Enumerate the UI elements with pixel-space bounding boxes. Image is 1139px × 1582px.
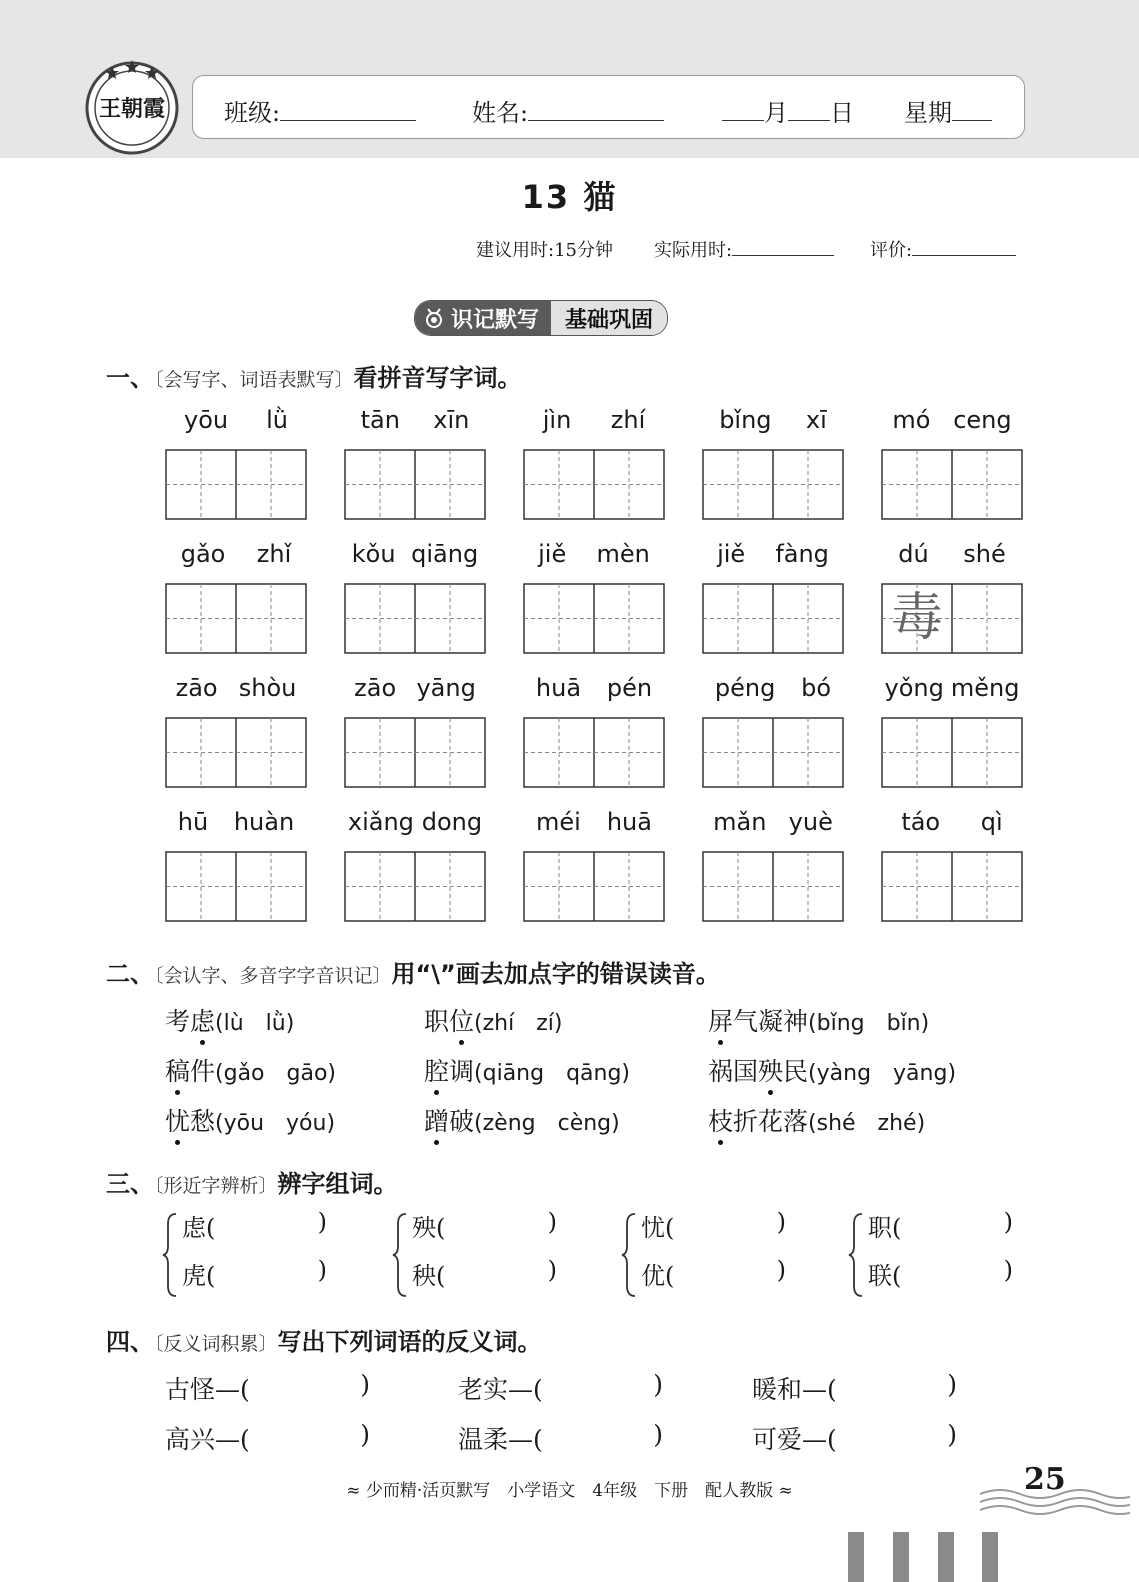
word-formation-blank[interactable]: 虎( ) (182, 1256, 327, 1290)
writing-grid[interactable] (165, 851, 307, 922)
edge-mark (938, 1532, 954, 1582)
pinyin-syllable: shé (963, 540, 1006, 568)
dotted-character: 殃 (758, 1052, 783, 1088)
dotted-character: 腔 (424, 1052, 449, 1088)
word-formation-blank[interactable]: 忧( ) (641, 1208, 786, 1242)
word-part: 民 (783, 1057, 809, 1086)
pinyin-syllable: xiǎng (347, 808, 414, 836)
name-label: 姓名: (472, 99, 529, 127)
pinyin-syllable: yuè (788, 808, 833, 836)
brand-name: 王朝霞 (98, 96, 165, 122)
weekday-field[interactable] (904, 93, 992, 128)
pronunciation-item[interactable] (165, 1102, 335, 1138)
similar-character: 虎 (182, 1262, 206, 1290)
pinyin-syllable: hū (177, 808, 209, 836)
pinyin-syllable: zhǐ (256, 540, 292, 568)
lesson-title: 13 猫 (521, 178, 618, 216)
edge-mark (893, 1532, 909, 1582)
writing-grid[interactable] (523, 717, 665, 788)
writing-grid[interactable] (702, 583, 844, 654)
pinyin-syllable: dong (421, 808, 483, 836)
source-word: 高兴 (165, 1425, 216, 1454)
word-part: 祸国 (708, 1057, 759, 1086)
section-label-left: 识记默写 (451, 307, 540, 333)
pinyin-syllable: yāng (416, 674, 476, 702)
pinyin-options: (gǎo gāo) (215, 1061, 337, 1086)
writing-grid[interactable] (523, 583, 665, 654)
pinyin-options: (bǐng bǐn) (808, 1011, 930, 1036)
pinyin-label (702, 406, 844, 434)
word-part: 考 (165, 1007, 191, 1036)
dash-bracket: —( (508, 1375, 543, 1404)
q1-heading: 一、〔会写字、词语表默写〕看拼音写字词。 (106, 364, 522, 392)
writing-grid[interactable] (344, 851, 486, 922)
pinyin-syllable: méi (536, 808, 581, 836)
pronunciation-item[interactable] (424, 1002, 562, 1038)
pinyin-syllable: xī (805, 406, 827, 434)
class-label: 班级: (224, 99, 281, 127)
word-formation-blank[interactable]: 优( ) (641, 1256, 786, 1290)
word-formation-blank[interactable]: 职( ) (868, 1208, 1013, 1242)
pinyin-label (881, 406, 1023, 434)
source-word: 暖和 (752, 1375, 803, 1404)
pinyin-syllable: yǒng (884, 674, 944, 702)
pronunciation-item[interactable] (708, 1052, 956, 1088)
pronunciation-item[interactable] (708, 1002, 929, 1038)
pinyin-syllable: qì (980, 808, 1003, 836)
pinyin-options: (zhí zí) (474, 1011, 563, 1036)
antonym-item[interactable]: 古怪—( ) (165, 1370, 370, 1404)
pinyin-syllable: mó (892, 406, 931, 434)
actual-time-label: 实际用时: (654, 240, 733, 261)
word-formation-blank[interactable]: 秧( ) (412, 1256, 557, 1290)
dotted-character: 位 (449, 1002, 474, 1038)
pinyin-options: (shé zhé) (808, 1111, 926, 1136)
similar-character: 虑 (182, 1214, 206, 1242)
writing-grid[interactable] (165, 449, 307, 520)
word-part: 愁 (190, 1107, 216, 1136)
dotted-character: 虑 (190, 1002, 215, 1038)
writing-grid[interactable] (523, 851, 665, 922)
dotted-character: 蹭 (424, 1102, 449, 1138)
pinyin-syllable: bó (801, 674, 832, 702)
name-field[interactable] (472, 93, 664, 128)
q4-heading: 四、〔反义词积累〕写出下列词语的反义词。 (106, 1328, 542, 1356)
medal-icon (423, 307, 445, 329)
pinyin-syllable: xīn (433, 406, 470, 434)
antonym-item[interactable]: 老实—( ) (458, 1370, 663, 1404)
source-word: 温柔 (458, 1425, 509, 1454)
brace-icon (848, 1212, 864, 1298)
pronunciation-item[interactable] (165, 1052, 336, 1088)
pinyin-options: (zèng cèng) (474, 1111, 620, 1136)
writing-grid[interactable] (702, 717, 844, 788)
dotted-character: 屏 (708, 1002, 733, 1038)
writing-grid[interactable] (881, 851, 1023, 922)
pinyin-options: (qiāng qāng) (474, 1061, 631, 1086)
similar-character: 殃 (412, 1214, 436, 1242)
pinyin-syllable: táo (901, 808, 941, 836)
pinyin-syllable: huā (606, 808, 652, 836)
char-pair-group (621, 1208, 791, 1298)
char-pair-group (848, 1208, 1018, 1298)
example-character: 毒 (890, 588, 943, 648)
pinyin-label (523, 674, 665, 702)
pinyin-label (165, 540, 307, 568)
pinyin-options: (yōu yóu) (215, 1111, 336, 1136)
actual-time-field[interactable] (654, 236, 834, 262)
writing-grid[interactable] (702, 851, 844, 922)
pinyin-label (344, 406, 486, 434)
brand-logo (82, 56, 182, 156)
pinyin-label (881, 674, 1023, 702)
similar-character: 忧 (641, 1214, 665, 1242)
pinyin-syllable: zhí (610, 406, 646, 434)
pinyin-syllable: gǎo (180, 540, 226, 568)
pinyin-label (881, 540, 1023, 568)
page-number: 25 (1024, 1462, 1066, 1497)
class-field[interactable] (224, 93, 416, 128)
word-part: 破 (449, 1107, 475, 1136)
suggested-time: 建议用时:15分钟 (476, 240, 613, 261)
pinyin-syllable: dú (898, 540, 929, 568)
source-word: 可爱 (752, 1425, 803, 1454)
footer-text: ≈ 少而精·活页默写 小学语文 4年级 下册 配人教版 ≈ (346, 1481, 793, 1501)
writing-grid[interactable] (881, 717, 1023, 788)
writing-grid[interactable] (523, 449, 665, 520)
pinyin-syllable: ceng (953, 406, 1012, 434)
pinyin-label (165, 808, 307, 836)
pronunciation-item[interactable] (424, 1052, 630, 1088)
edge-mark (848, 1532, 864, 1582)
pronunciation-item[interactable] (708, 1102, 925, 1138)
pinyin-label (344, 674, 486, 702)
pinyin-label (702, 540, 844, 568)
word-part: 折花落 (733, 1107, 809, 1136)
pinyin-label (523, 540, 665, 568)
edge-mark (982, 1532, 998, 1582)
date-field[interactable] (722, 93, 854, 128)
pinyin-options: (lù lǜ) (215, 1011, 295, 1036)
dotted-character: 忧 (165, 1102, 190, 1138)
similar-character: 联 (868, 1262, 892, 1290)
section-label-right: 基础巩固 (551, 301, 667, 335)
dash-bracket: —( (215, 1375, 250, 1404)
antonym-item[interactable]: 高兴—( ) (165, 1420, 370, 1454)
writing-grid[interactable] (165, 583, 307, 654)
word-formation-blank[interactable]: 殃( ) (412, 1208, 557, 1242)
pinyin-label (881, 808, 1023, 836)
pronunciation-item[interactable] (165, 1002, 294, 1038)
pinyin-syllable: pén (606, 674, 653, 702)
antonym-item[interactable]: 暖和—( ) (752, 1370, 957, 1404)
pinyin-syllable: jiě (538, 540, 567, 568)
dotted-character: 稿 (165, 1052, 190, 1088)
pinyin-syllable: měng (950, 674, 1020, 702)
pinyin-label (344, 540, 486, 568)
brace-icon (162, 1212, 178, 1298)
word-part: 职 (424, 1007, 450, 1036)
similar-character: 优 (641, 1262, 665, 1290)
brace-icon (392, 1212, 408, 1298)
writing-grid[interactable] (881, 449, 1023, 520)
pinyin-syllable: jiě (717, 540, 746, 568)
pinyin-syllable: mǎn (713, 808, 767, 836)
rating-label: 评价: (870, 240, 913, 261)
word-part: 调 (449, 1057, 475, 1086)
pinyin-label (165, 406, 307, 434)
dash-bracket: —( (215, 1425, 250, 1454)
pronunciation-item[interactable] (424, 1102, 620, 1138)
writing-grid[interactable] (344, 449, 486, 520)
pinyin-syllable: yōu (184, 406, 229, 434)
pinyin-label (344, 808, 486, 836)
dash-bracket: —( (802, 1375, 837, 1404)
wave-decoration (980, 1486, 1130, 1516)
word-part: 件 (190, 1057, 216, 1086)
day-label: 日 (830, 99, 854, 127)
pinyin-syllable: huā (535, 674, 582, 702)
pinyin-label (702, 674, 844, 702)
week-label: 星期 (904, 99, 952, 127)
source-word: 老实 (458, 1375, 509, 1404)
writing-grid[interactable] (702, 449, 844, 520)
pinyin-syllable: shòu (238, 674, 297, 702)
dotted-character: 枝 (708, 1102, 733, 1138)
pinyin-syllable: qiāng (411, 540, 479, 568)
similar-character: 秧 (412, 1262, 436, 1290)
antonym-item[interactable]: 温柔—( ) (458, 1420, 663, 1454)
word-part: 气凝神 (733, 1007, 809, 1036)
pinyin-syllable: jìn (542, 406, 572, 434)
word-formation-blank[interactable]: 联( ) (868, 1256, 1013, 1290)
rating-field[interactable] (870, 236, 1016, 262)
pinyin-syllable: tān (360, 406, 400, 434)
pinyin-syllable: kǒu (351, 540, 396, 568)
pinyin-syllable: lǜ (266, 406, 288, 434)
writing-grid[interactable] (344, 583, 486, 654)
q2-heading: 二、〔会认字、多音字字音识记〕用“\”画去加点字的错误读音。 (106, 960, 720, 988)
pinyin-label (523, 406, 665, 434)
pinyin-syllable: huàn (233, 808, 295, 836)
pinyin-syllable: fàng (775, 540, 829, 568)
word-formation-blank[interactable]: 虑( ) (182, 1208, 327, 1242)
pinyin-options: (yàng yāng) (808, 1061, 957, 1086)
month-label: 月 (764, 99, 788, 127)
pinyin-syllable: bǐng (719, 406, 772, 434)
pinyin-label (523, 808, 665, 836)
dash-bracket: —( (802, 1425, 837, 1454)
pinyin-syllable: zāo (354, 674, 397, 702)
brace-icon (621, 1212, 637, 1298)
pinyin-label (165, 674, 307, 702)
dash-bracket: —( (508, 1425, 543, 1454)
section-banner (414, 300, 668, 336)
similar-character: 职 (868, 1214, 892, 1242)
pinyin-label (702, 808, 844, 836)
antonym-item[interactable]: 可爱—( ) (752, 1420, 957, 1454)
writing-grid[interactable] (344, 717, 486, 788)
writing-grid[interactable] (165, 717, 307, 788)
char-pair-group (162, 1208, 332, 1298)
writing-grid[interactable] (881, 583, 1023, 654)
pinyin-syllable: mèn (596, 540, 650, 568)
source-word: 古怪 (165, 1375, 216, 1404)
pinyin-syllable: péng (714, 674, 776, 702)
q3-heading: 三、〔形近字辨析〕辨字组词。 (106, 1170, 398, 1198)
char-pair-group (392, 1208, 562, 1298)
pinyin-syllable: zāo (175, 674, 218, 702)
